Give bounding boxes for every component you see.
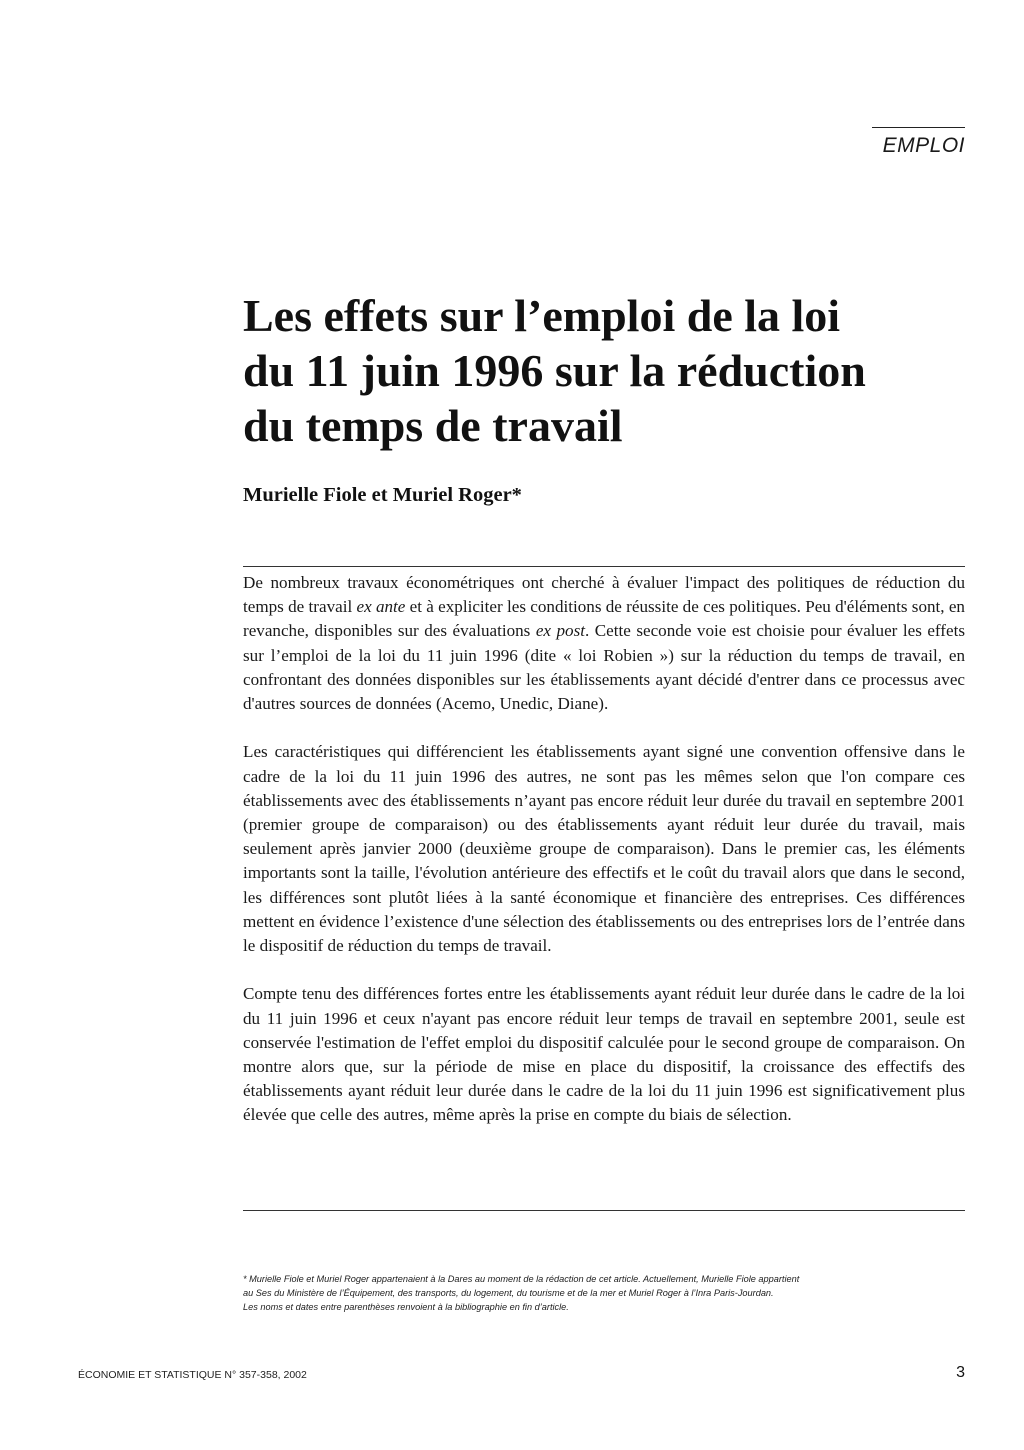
abstract-top-rule [243, 566, 965, 567]
abstract-paragraph-3: Compte tenu des différences fortes entre les établissements ayant réduit leur durée dans le cadre de la loi du 11 juin 1996 et ceux n'ayant pas encore réduit leur temps de travail en septembre 2001, seule est conservée l'estimation de l'effet emploi du dispositif calculée pour le second groupe de comparaison. On montre alors que, sur la période de mise en place du dispositif, la croissance des effectifs des établissements ayant réduit leur durée dans le cadre de la loi du 11 juin 1996 est significativement plus élevée que celle des autres, même après la prise en compte du biais de sélection. [243, 984, 965, 1125]
abstract-text: . Cette seconde voie est choisie pour évaluer les effets sur l’emploi de la loi du 11 juin 1996 (dite « loi Robien ») sur la réduction du temps de travail, en confrontant des données disponibles sur les établissements ayant décidé d'entrer dans ce processus avec d'autres sources de données (Acemo, Unedic, Diane). [243, 621, 965, 714]
abstract-paragraph-1 [243, 571, 965, 716]
title-line: du temps de travail [243, 400, 623, 451]
abstract-bottom-rule [243, 1210, 965, 1211]
abstract-paragraph-2: Les caractéristiques qui différencient les établissements ayant signé une convention offensive dans le cadre de la loi du 11 juin 1996 des autres, ne sont pas les mêmes selon que l'on compare ces établissements avec des établissements n’ayant pas encore réduit leur durée du travail en septembre 2001 (premier groupe de comparaison) ou des établissements ayant réduit leur durée du travail, mais seulement après janvier 2000 (deuxième groupe de comparaison). Dans le premier cas, les éléments importants sont la taille, l'évolution antérieure des effectifs et le coût du travail alors que dans le second, les différences sont plutôt liées à la santé économique et financière des entreprises. Ces différences mettent en évidence l’existence d'une sélection des établissements ou des entreprises lors de l’entrée dans le dispositif de réduction du temps de travail. [243, 742, 965, 956]
title-line: Les effets sur l’emploi de la loi [243, 290, 841, 341]
article-title [243, 288, 983, 453]
page-number: 3 [956, 1364, 965, 1381]
footnote-line: Les noms et dates entre parenthèses renvoient à la bibliographie en fin d’article. [243, 1302, 569, 1312]
title-line: du 11 juin 1996 sur la réduction [243, 345, 866, 396]
abstract-text: et à expliciter les conditions de réussite de ces politiques. Peu d'éléments sont, en revanche, disponibles sur des évaluations [243, 597, 965, 641]
abstract [243, 571, 965, 1128]
abstract-italic-term: ex post [535, 621, 586, 641]
author-footnote [243, 1272, 978, 1314]
abstract-text: De nombreux travaux économétriques ont cherché à évaluer l'impact des politiques de réduction du temps de travail [243, 573, 965, 617]
footnote-line: au Ses du Ministère de l’Équipement, des transports, du logement, du tourisme et de la mer et Muriel Roger à l’Inra Paris-Jourdan. [243, 1288, 774, 1298]
article-authors: Murielle Fiole et Muriel Roger* [243, 484, 522, 506]
abstract-italic-term: ex ante [356, 597, 406, 617]
journal-reference: ÉCONOMIE ET STATISTIQUE N° 357-358, 2002 [78, 1369, 307, 1381]
footnote-line: * Murielle Fiole et Muriel Roger appartenaient à la Dares au moment de la rédaction de cet article. Actuellement, Murielle Fiole appartient [243, 1274, 800, 1284]
section-tag: EMPLOI [872, 127, 965, 158]
